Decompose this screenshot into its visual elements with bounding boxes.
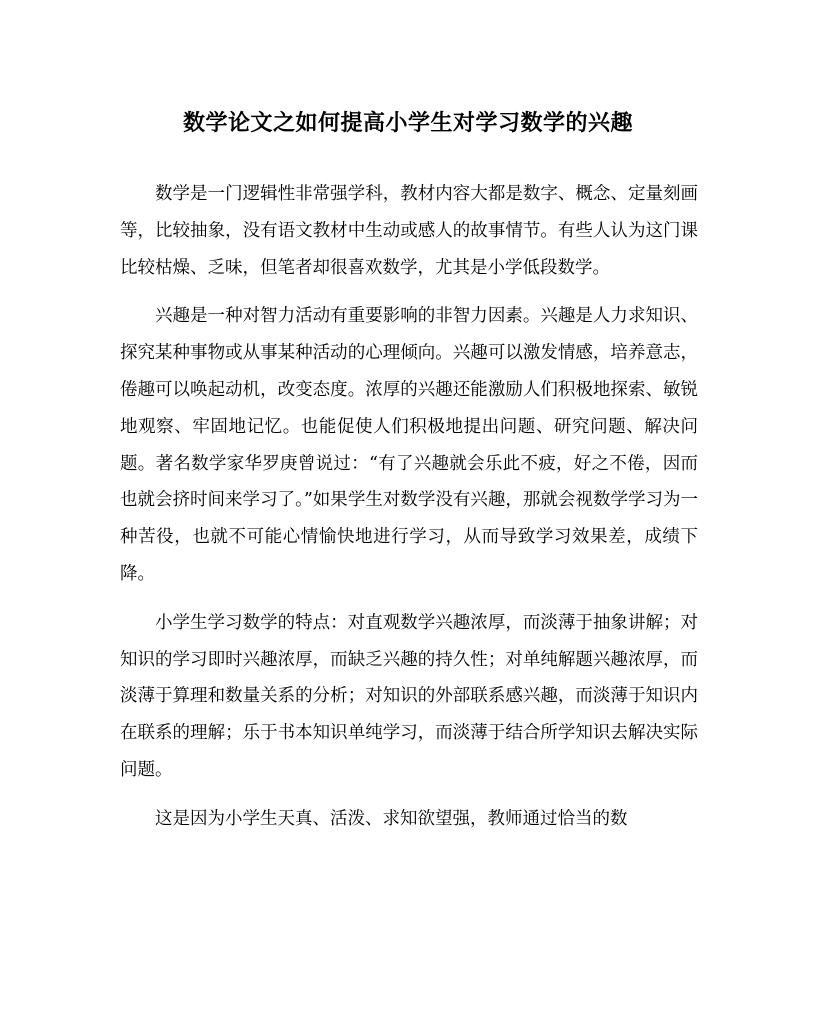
paragraph-3: 小学生学习数学的特点：对直观数学兴趣浓厚，而淡薄于抽象讲解；对知识的学习即时兴趣浓厚，而缺乏兴趣的持久性；对单纯解题兴趣浓厚，而淡薄于算理和数量关系的分析；对知识的外部联系感兴趣，而淡薄于知识内在联系的理解；乐于书本知识单纯学习，而淡薄于结合所学知识去解决实际问题。 bbox=[120, 612, 698, 780]
paragraph-1: 数学是一门逻辑性非常强学科，教材内容大都是数字、概念、定量刻画等，比较抽象，没有语文教材中生动或感人的故事情节。有些人认为这门课比较枯燥、乏味，但笔者却很喜欢数学，尤其是小学低段数学。 bbox=[120, 184, 698, 278]
document-title: 数学论文之如何提高小学生对学习数学的兴趣 bbox=[182, 110, 633, 136]
paragraph-2: 兴趣是一种对智力活动有重要影响的非智力因素。兴趣是人力求知识、探究某种事物或从事某种活动的心理倾向。兴趣可以激发情感，培养意志，倦趣可以唤起动机，改变态度。浓厚的兴趣还能激励人们积极地探索、敏锐地观察、牢固地记忆。也能促使人们积极地提出问题、研究问题、解决问题。著名数学家华罗庚曾说过：“有了兴趣就会乐此不疲，好之不倦，因而也就会挤时间来学习了。”如果学生对数学没有兴趣，那就会视数学学习为一种苦役，也就不可能心情愉快地进行学习，从而导致学习效果差，成绩下降。 bbox=[120, 306, 698, 584]
paragraph-4: 这是因为小学生天真、活泼、求知欲望强，教师通过恰当的数 bbox=[155, 808, 628, 829]
document-body bbox=[120, 176, 698, 850]
